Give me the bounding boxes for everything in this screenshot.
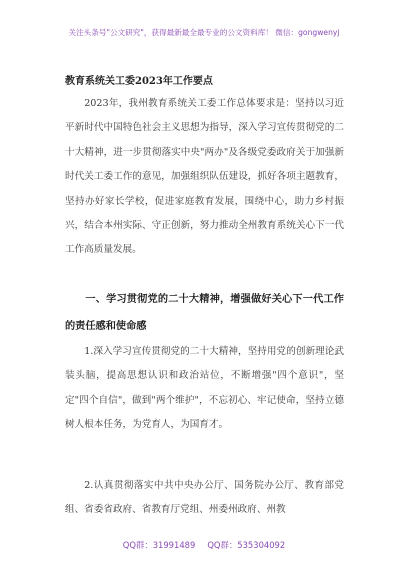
intro-paragraph: 2023年，我州教育系统关工委工作总体要求是：坚持以习近平新时代中国特色社会主义思想为指导，深入学习宣传贯彻党的二十大精神，进一步贯彻落实中央"两办"及各级党委政府关于加强新时代关工委工作的意见，加强组织队伍建设，抓好各项主题教育，坚持办好家长学校，促进家庭教育发展，围绕中心，助力乡村振兴，结合本州实际、守正创新，努力推动全州教育系统关心下一代工作高质量发展。 [65,98,344,256]
header-promo-note: 关注头条号"公文研究"，获得最新最全最专业的公文资料库！ 微信：gongwenyj [68,28,340,37]
footer-qq-group-2: QQ群：535304092 [207,540,286,550]
section-heading-1: 一、学习贯彻党的二十大精神，增强做好关心下一代工作的责任感和使命感 [65,293,344,332]
item-paragraph-1: 1.深入学习宣传贯彻党的二十大精神，坚持用党的创新理论武装头脑，提高思想认识和政治站位，不断增强"四个意识"，坚定"四个自信"，做到"两个维护"，不忘初心、牢记使命，坚持立德树人根本任务，为党育人，为国育才。 [65,346,344,431]
footer-qq-group-1: QQ群：31991489 [122,540,196,550]
footer-qq-groups [0,539,408,551]
document-title: 教育系统关工委2023年工作要点 [65,76,213,87]
item-paragraph-2: 2.认真贯彻落实中共中央办公厅、国务院办公厅、教育部党组、省委省政府、省教育厅党组、州委州政府、州教 [65,480,344,516]
